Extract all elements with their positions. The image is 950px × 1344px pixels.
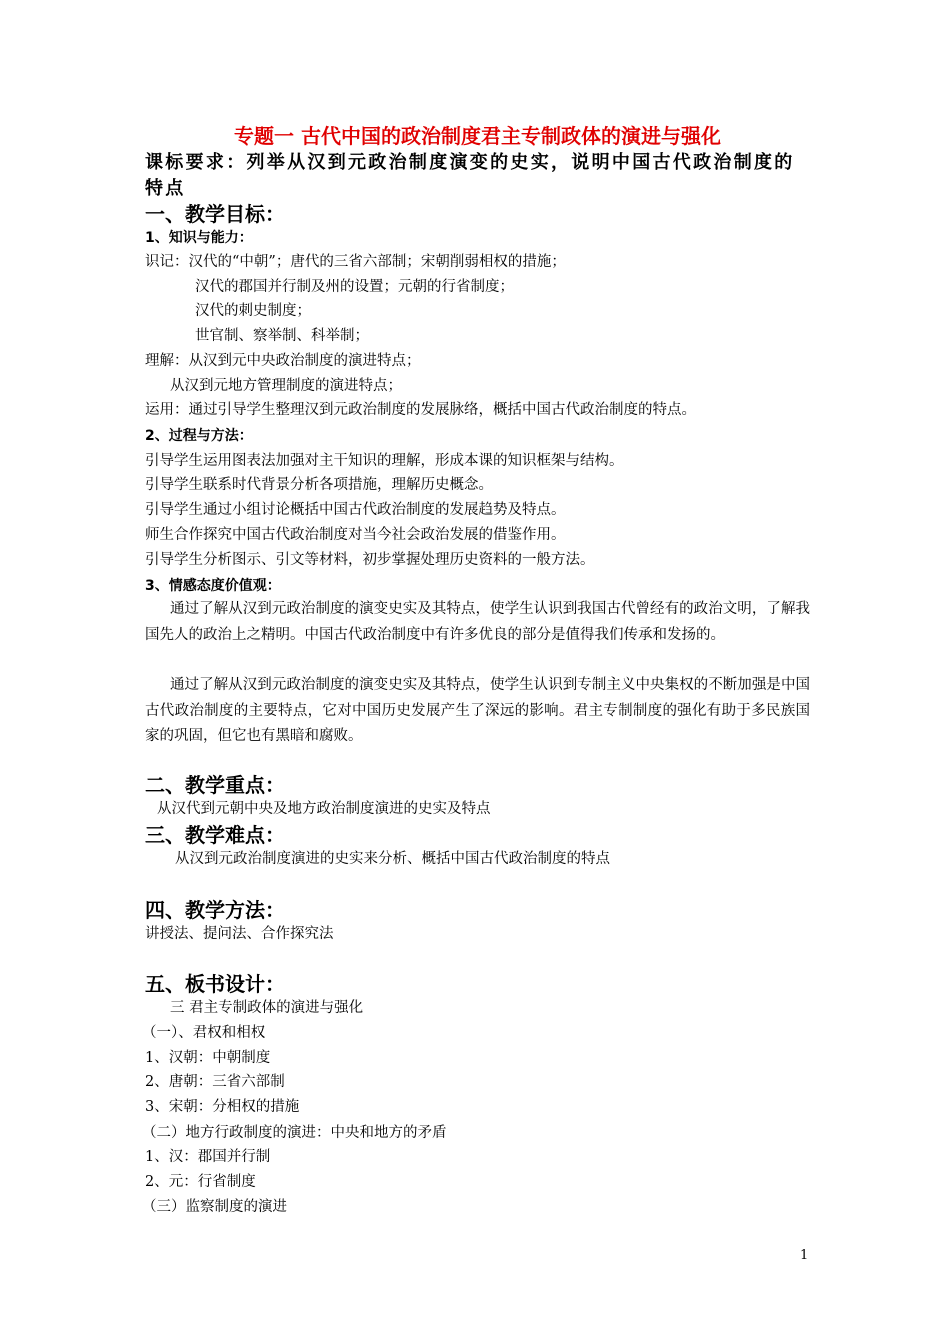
board-line: 2、唐朝：三省六部制: [145, 1074, 285, 1090]
board-line: （三）监察制度的演进: [142, 1199, 287, 1215]
board-line: 三 君主专制政体的演进与强化: [170, 1000, 364, 1016]
board-line: 1、汉朝：中朝制度: [145, 1050, 271, 1066]
process-line: 引导学生运用图表法加强对主干知识的理解，形成本课的知识框架与结构。: [145, 453, 624, 469]
process-line: 师生合作探究中国古代政治制度对当今社会政治发展的借鉴作用。: [145, 527, 566, 543]
knowledge-line: 识记：汉代的“中朝”；唐代的三省六部制；宋朝削弱相权的措施；: [145, 254, 566, 270]
values-paragraph: 通过了解从汉到元政治制度的演变史实及其特点，使学生认识到专制主义中央集权的不断加强是中国古代政治制度的主要特点，它对中国历史发展产生了深远的影响。君主专制制度的强化有助于多民族国家的巩固，但它也有黑暗和腐败。: [145, 677, 810, 744]
values-paragraph: 通过了解从汉到元政治制度的演变史实及其特点，使学生认识到我国古代曾经有的政治文明，了解我国先人的政治上之精明。中国古代政治制度中有许多优良的部分是值得我们传承和发扬的。: [145, 601, 810, 643]
heading-difficult: 三、教学难点：: [145, 823, 285, 847]
heading-goals: 一、教学目标：: [145, 202, 285, 226]
knowledge-line: 世官制、察举制、科举制；: [195, 328, 369, 344]
knowledge-line: 理解：从汉到元中央政治制度的演进特点；: [145, 353, 421, 369]
board-line: 2、元：行省制度: [145, 1174, 256, 1190]
document-title: 专题一 古代中国的政治制度君主专制政体的演进与强化: [234, 124, 721, 148]
knowledge-line: 从汉到元地方管理制度的演进特点；: [170, 378, 402, 394]
heading-knowledge: 1、知识与能力：: [145, 230, 253, 246]
board-line: （二）地方行政制度的演进：中央和地方的矛盾: [142, 1125, 447, 1141]
board-line: 3、宋朝：分相权的措施: [145, 1099, 300, 1115]
knowledge-line: 汉代的刺史制度；: [195, 303, 311, 319]
process-line: 引导学生分析图示、引文等材料，初步掌握处理历史资料的一般方法。: [145, 552, 595, 568]
method-text: 讲授法、提问法、合作探究法: [145, 926, 334, 942]
page-number: 1: [800, 1248, 809, 1263]
heading-board: 五、板书设计：: [145, 972, 285, 996]
board-line: （一）、君权和相权: [142, 1025, 266, 1041]
process-line: 引导学生通过小组讨论概括中国古代政治制度的发展趋势及特点。: [145, 502, 566, 518]
knowledge-line: 汉代的郡国并行制及州的设置；元朝的行省制度；: [195, 279, 514, 295]
heading-method: 四、教学方法：: [145, 898, 285, 922]
difficult-text: 从汉到元政治制度演进的史实来分析、概括中国古代政治制度的特点: [175, 851, 610, 867]
heading-values: 3、情感态度价值观：: [145, 578, 281, 594]
curriculum-standard: 课标要求：列举从汉到元政治制度演变的史实，说明中国古代政治制度的特点: [145, 152, 795, 199]
key-text: 从汉代到元朝中央及地方政治制度演进的史实及特点: [157, 801, 491, 817]
process-line: 引导学生联系时代背景分析各项措施，理解历史概念。: [145, 477, 493, 493]
knowledge-line: 运用：通过引导学生整理汉到元政治制度的发展脉络，概括中国古代政治制度的特点。: [145, 402, 696, 418]
heading-process: 2、过程与方法：: [145, 428, 253, 444]
board-line: 1、汉：郡国并行制: [145, 1149, 271, 1165]
heading-key: 二、教学重点：: [145, 773, 285, 797]
